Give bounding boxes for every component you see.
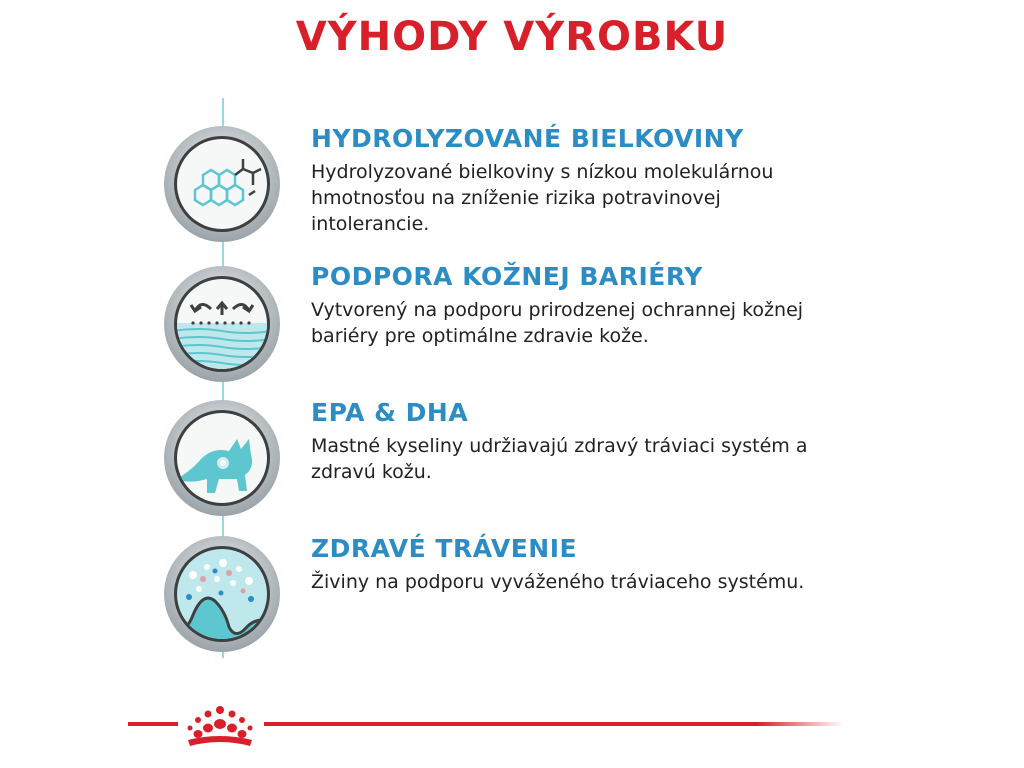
feature-epa-dha (311, 398, 871, 485)
feature-body: Hydrolyzované bielkoviny s nízkou molekulárnou hmotnosťou na zníženie rizika potravinovej intolerancie. (311, 161, 774, 235)
feature-heading: ZDRAVÉ TRÁVENIE (311, 534, 578, 563)
molecule-icon (163, 125, 281, 243)
feature-body: Živiny na podporu vyváženého tráviaceho systému. (311, 571, 805, 593)
feature-heading: EPA & DHA (311, 398, 469, 427)
page-title: VÝHODY VÝROBKU (295, 14, 729, 60)
footer-line-left (128, 722, 178, 726)
feature-body: Mastné kyseliny udržiavajú zdravý tráviaci systém a zdravú kožu. (311, 435, 808, 483)
skin-barrier-icon (163, 265, 281, 383)
feature-hydrolyzed-proteins (311, 124, 871, 237)
royal-canin-crown-logo (178, 702, 262, 748)
cat-icon (163, 399, 281, 517)
feature-body: Vytvorený na podporu prirodzenej ochrannej kožnej bariéry pre optimálne zdravie kože. (311, 299, 804, 347)
digestion-icon (163, 535, 281, 653)
footer-line-right (264, 722, 844, 726)
feature-heading: HYDROLYZOVANÉ BIELKOVINY (311, 124, 744, 153)
feature-heading: PODPORA KOŽNEJ BARIÉRY (311, 262, 703, 291)
feature-healthy-digestion (311, 534, 871, 595)
feature-skin-barrier (311, 262, 871, 349)
